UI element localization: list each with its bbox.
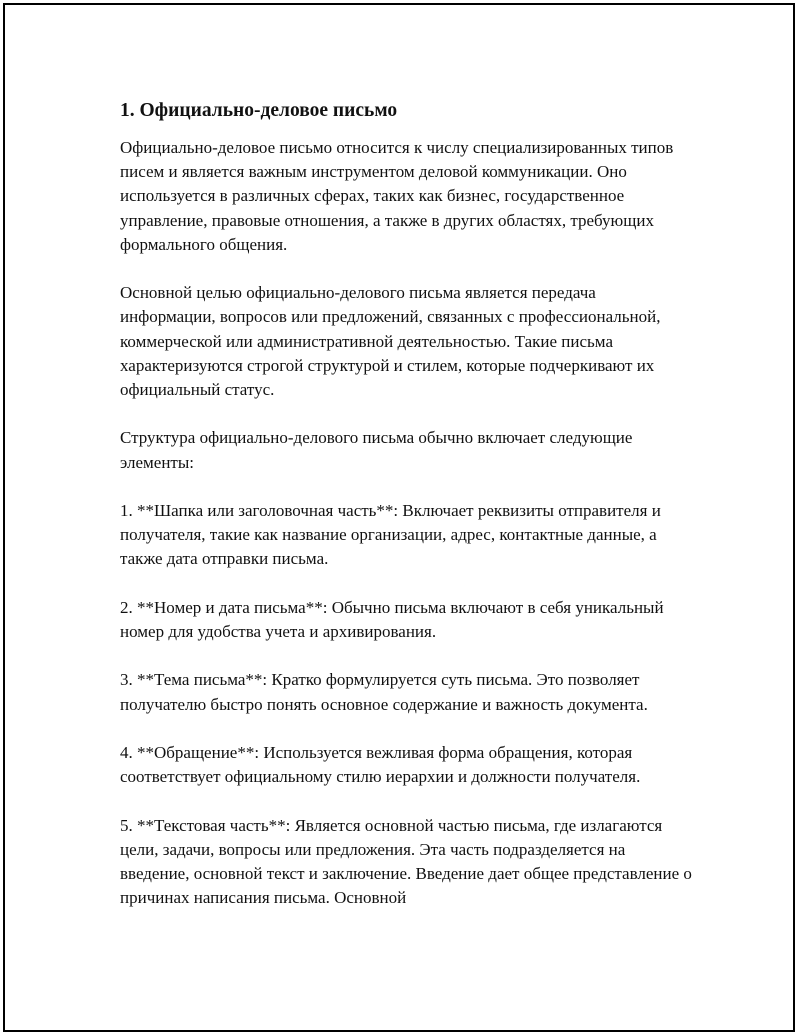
list-item-number-date: 2. **Номер и дата письма**: Обычно письма включают в себя уникальный номер для удобства учета и архивирования. (120, 597, 664, 641)
list-item-header: 1. **Шапка или заголовочная часть**: Включает реквизиты отправителя и получателя, такие как название организации, адрес, контактные данные, а также дата отправки письма. (120, 501, 661, 569)
paragraph-intro: Официально-деловое письмо относится к числу специализированных типов писем и является важным инструментом деловой коммуникации. Оно используется в различных сферах, таких как бизнес, государственное управление, правовые отношения, а также в других областях, требующих формального общения. (120, 138, 674, 254)
document-content (120, 98, 695, 935)
document-page (3, 3, 795, 1032)
paragraph-purpose: Основной целью официально-делового письма является передача информации, вопросов или предложений, связанных с профессиональной, коммерческой или административной деятельностью. Такие письма характеризуются строгой структурой и стилем, которые подчеркивают их официальный статус. (120, 283, 661, 400)
section-heading: 1. Официально-деловое письмо (120, 100, 398, 121)
list-item-body: 5. **Текстовая часть**: Является основной частью письма, где излагаются цели, задачи, вопросы или предложения. Эта часть подразделяется на введение, основной текст и заключение. Введение дает общее представление о причинах написания письма. Основной (120, 815, 692, 908)
list-item-salutation: 4. **Обращение**: Используется вежливая форма обращения, которая соответствует официальному стилю иерархии и должности получателя. (120, 742, 641, 787)
paragraph-structure-intro: Структура официально-делового письма обычно включает следующие элементы: (120, 428, 633, 472)
list-item-subject: 3. **Тема письма**: Кратко формулируется суть письма. Это позволяет получателю быстро понять основное содержание и важность документа. (120, 670, 648, 714)
